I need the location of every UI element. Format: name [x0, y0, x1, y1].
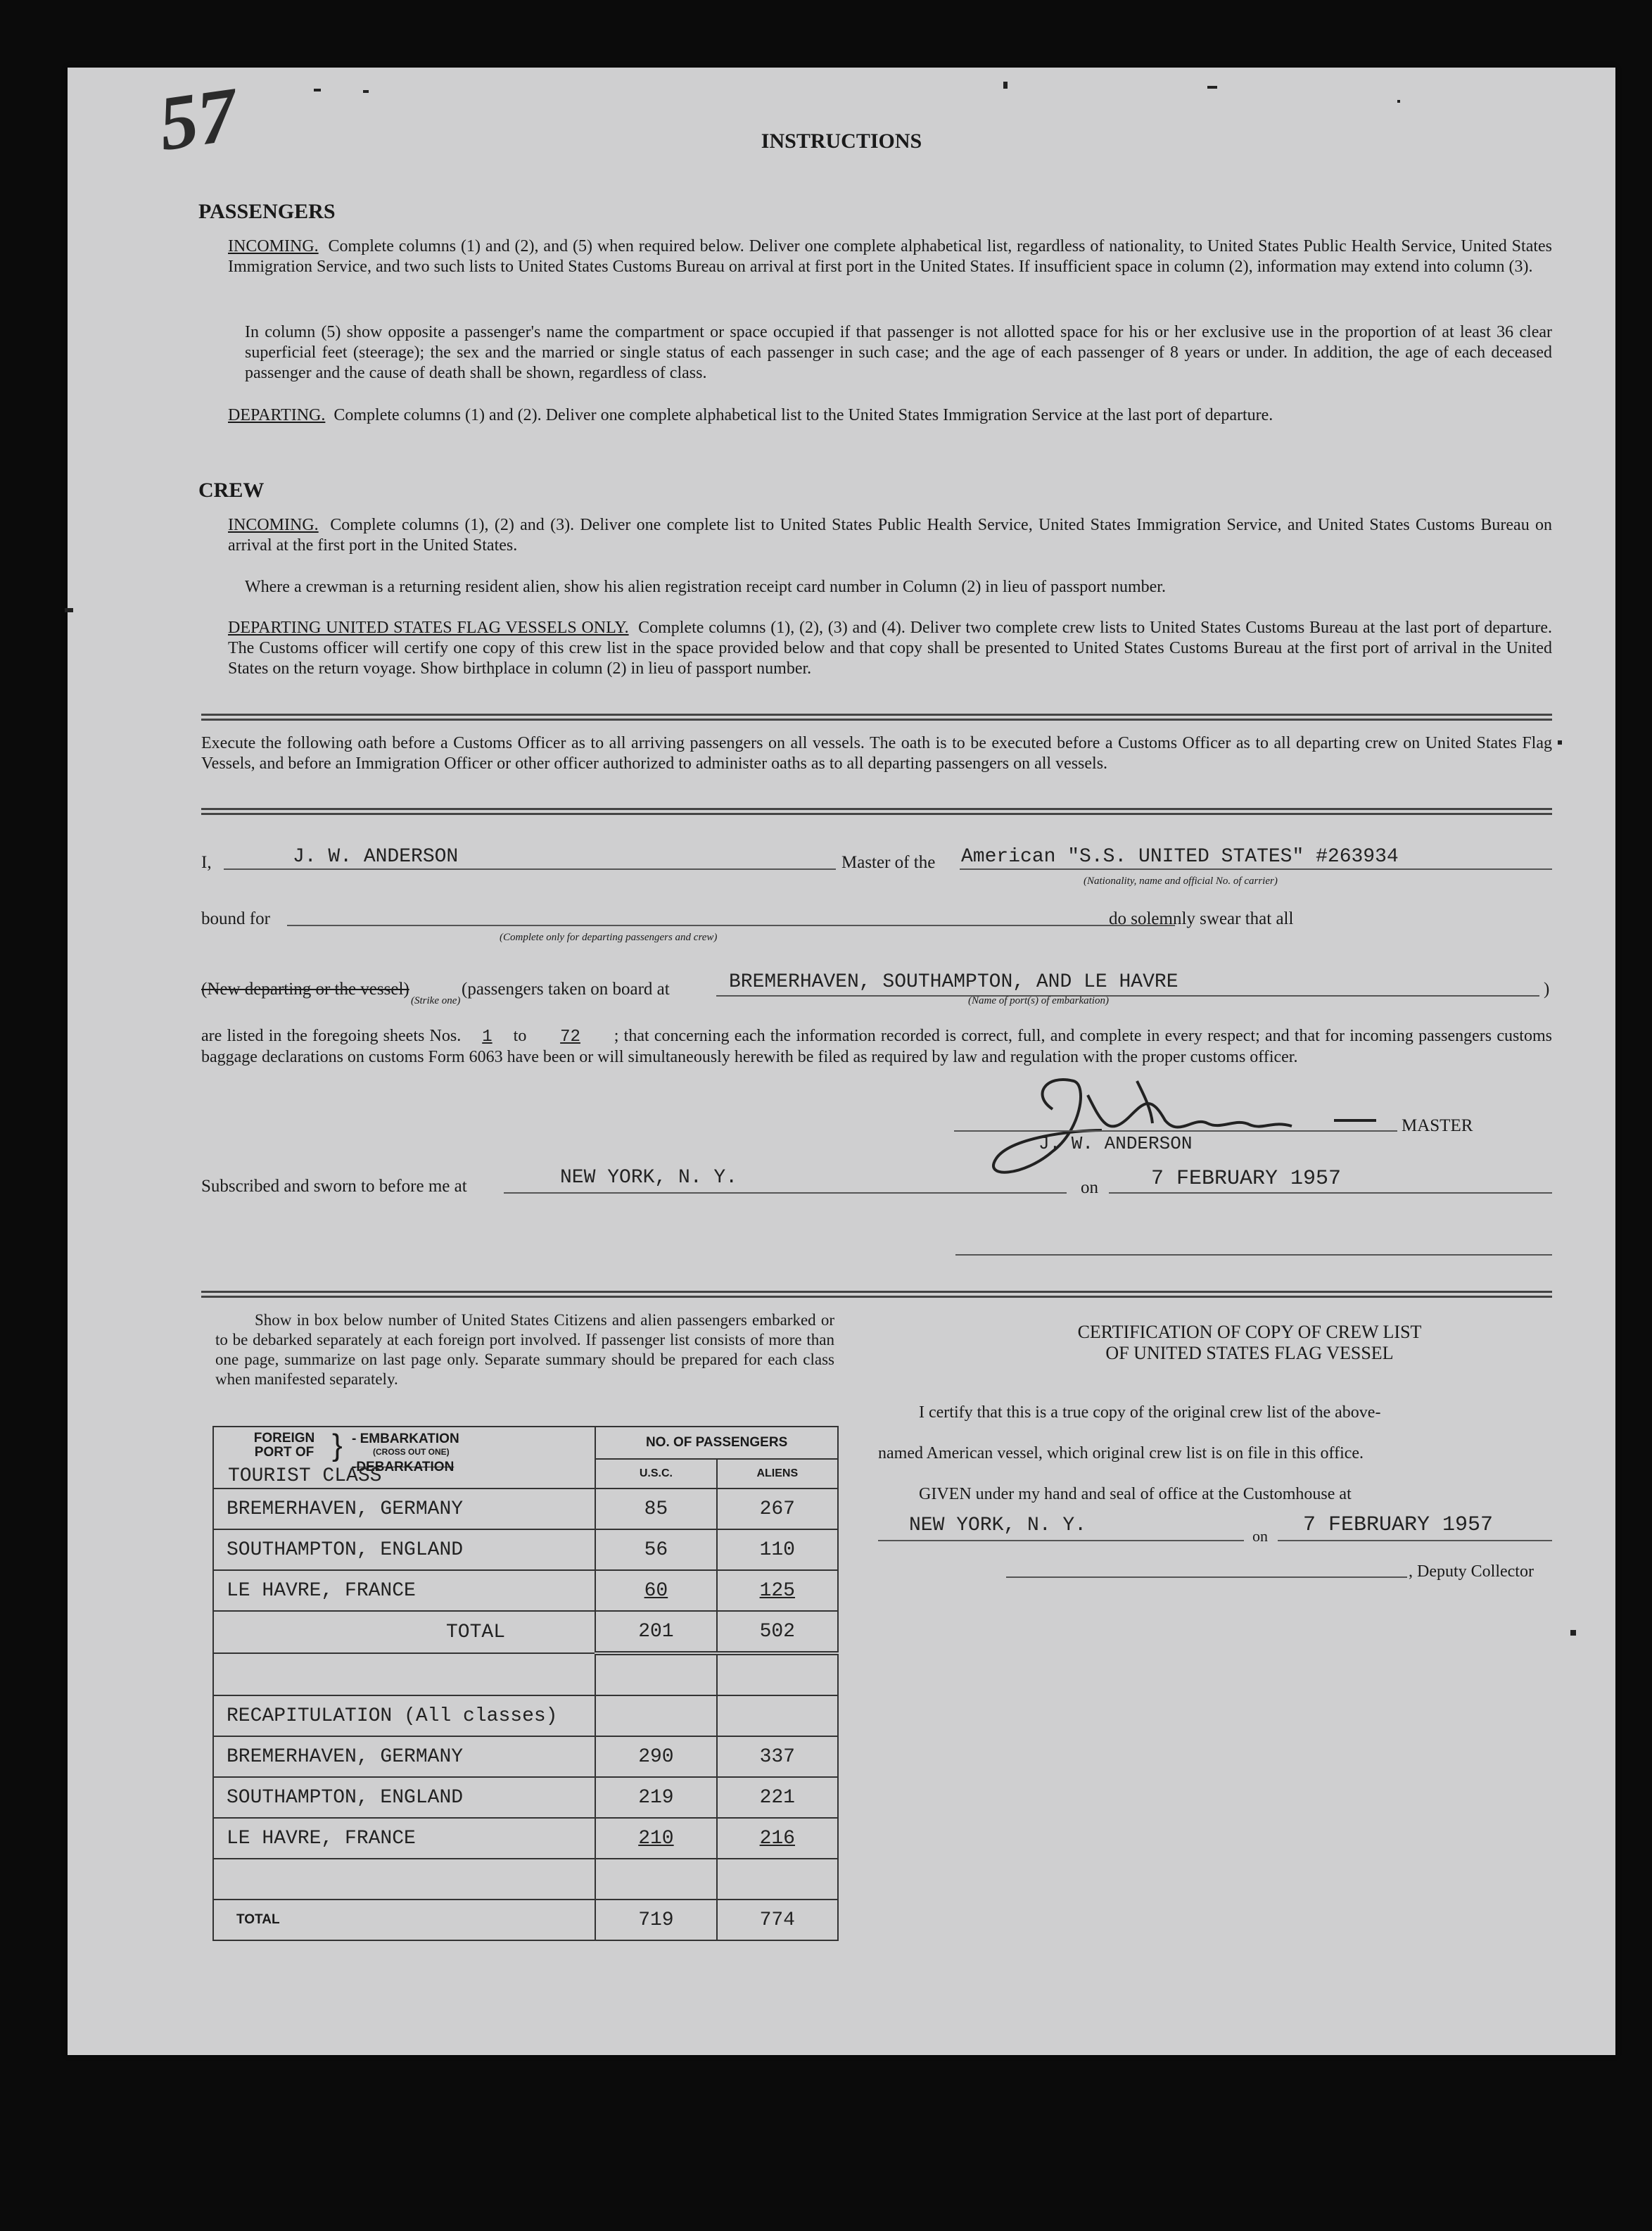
close-paren: ) — [1544, 980, 1550, 999]
divider-3 — [201, 1291, 1552, 1298]
passengers-departing-label: DEPARTING. — [228, 406, 326, 424]
cert-date-line — [1278, 1540, 1552, 1541]
subscribed-label: Subscribed and sworn to before me at — [201, 1177, 467, 1196]
vessel-caption: (Nationality, name and official No. of carrier) — [1084, 876, 1278, 887]
passengers-column5-text: In column (5) show opposite a passenger's name the compartment or space occupied if that passenger is not allotted space for his or her exclusive use in the proportion of at least 36 clear superficial feet (steerage); the sex and the married or single status of each passenger in such case; and the age of each passenger of 8 years or under. In addition, the age of each deceased passenger and the cause of death shall be shown, regardless of class. — [245, 323, 1552, 382]
form-sheet — [68, 68, 1615, 2055]
crew-departing — [228, 618, 1552, 679]
certify-line1: I certify that this is a true copy of the original crew list of the above- — [919, 1403, 1381, 1422]
table-row — [213, 1529, 838, 1570]
swear-text: do solemnly swear that all — [1109, 909, 1294, 928]
grand-total-label: TOTAL — [213, 1900, 595, 1940]
master-name: J. W. ANDERSON — [293, 846, 459, 868]
row-port: BREMERHAVEN, GERMANY — [213, 1736, 595, 1777]
row-port: BREMERHAVEN, GERMANY — [213, 1489, 595, 1529]
speck — [314, 89, 321, 91]
row-usc: 290 — [595, 1736, 716, 1777]
vessel-line — [960, 868, 1552, 870]
row-aliens: 110 — [717, 1529, 838, 1570]
tourist-total-row — [213, 1611, 838, 1653]
crew-resident — [245, 577, 1552, 598]
passengers-departing-text: Complete columns (1) and (2). Deliver one complete alphabetical list to the United States Immigration Service at the last port of departure. — [333, 406, 1273, 424]
header-cross: (CROSS OUT ONE) — [373, 1447, 450, 1457]
edge-mark — [65, 608, 73, 612]
given-text: GIVEN under my hand and seal of office at the Customhouse at — [919, 1485, 1352, 1503]
cert-place-line — [878, 1540, 1244, 1541]
sworn-date-line — [1109, 1192, 1552, 1194]
row-port: LE HAVRE, FRANCE — [213, 1570, 595, 1611]
passengers-heading: PASSENGERS — [198, 200, 336, 223]
deputy-line — [1006, 1576, 1407, 1578]
oath-i-label: I, — [201, 853, 212, 872]
oath-intro — [201, 733, 1552, 774]
row-usc: 219 — [595, 1777, 716, 1818]
header-usc: U.S.C. — [595, 1459, 716, 1489]
cert-place: NEW YORK, N. Y. — [909, 1515, 1087, 1536]
passengers-incoming-text: Complete columns (1) and (2), and (5) when required below. Deliver one complete alphabetical list, regardless of nationality, to United States Public Health Service, United States Immigration Service, and two such lists to United States Customs Bureau on arrival at first port in the United States. If insufficient space in column (2), information may extend into column (3). — [228, 237, 1553, 276]
divider-1 — [201, 714, 1552, 721]
blank-row — [213, 1653, 838, 1695]
deputy-label: , Deputy Collector — [1409, 1562, 1534, 1581]
cert-on-label: on — [1252, 1527, 1268, 1545]
passengers-taken-label: (passengers taken on board at — [462, 980, 670, 999]
edge-mark — [1570, 1630, 1576, 1636]
row-usc: 85 — [595, 1489, 716, 1529]
passengers-incoming-label: INCOMING. — [228, 237, 319, 255]
to-label: to — [513, 1027, 527, 1045]
row-aliens: 267 — [717, 1489, 838, 1529]
certify-line2: named American vessel, which original crew list is on file in this office. — [878, 1444, 1364, 1462]
signature-name: J. W. ANDERSON — [1038, 1133, 1193, 1154]
ports-line — [716, 995, 1539, 997]
crew-heading: CREW — [198, 479, 265, 502]
officer-signature-line — [955, 1254, 1552, 1256]
master-name-line — [224, 868, 836, 870]
header-debark: -DEBARKATION — [352, 1460, 455, 1474]
table-row — [213, 1570, 838, 1611]
passenger-summary-table — [212, 1426, 839, 1941]
row-usc: 60 — [595, 1570, 716, 1611]
row-port: LE HAVRE, FRANCE — [213, 1818, 595, 1859]
embarkation-ports: BREMERHAVEN, SOUTHAMPTON, AND LE HAVRE — [729, 971, 1178, 993]
master-label: MASTER — [1402, 1116, 1473, 1135]
row-aliens: 216 — [717, 1818, 838, 1859]
master-signature-line — [954, 1130, 1397, 1132]
row-usc: 210 — [595, 1818, 716, 1859]
table-row — [213, 1736, 838, 1777]
row-port: SOUTHAMPTON, ENGLAND — [213, 1529, 595, 1570]
crew-resident-text: Where a crewman is a returning resident alien, show his alien registration receipt card number in Column (2) in lieu of passport number. — [245, 578, 1166, 596]
tourist-total-usc: 201 — [595, 1611, 716, 1653]
passengers-departing — [228, 405, 1552, 426]
speck — [1003, 82, 1008, 89]
strike-text: (New departing or the vessel) — [201, 980, 409, 999]
bound-for-line — [287, 925, 1175, 926]
header-port-cell — [213, 1427, 595, 1489]
page-number: 57 — [153, 70, 242, 168]
header-embark: - EMBARKATION — [352, 1431, 459, 1446]
grand-total-usc: 719 — [595, 1900, 716, 1940]
strike-caption: (Strike one) — [411, 995, 461, 1006]
divider-2 — [201, 808, 1552, 815]
tourist-total-aliens: 502 — [717, 1611, 838, 1653]
sworn-date: 7 FEBRUARY 1957 — [1151, 1167, 1342, 1191]
passengers-column5 — [245, 322, 1552, 384]
blank-row — [213, 1859, 838, 1900]
row-aliens: 337 — [717, 1736, 838, 1777]
crew-incoming-text: Complete columns (1), (2) and (3). Deliver one complete list to United States Public Health Service, United States Immigration Service, and United States Customs Bureau on arrival at the first port in the United States. — [228, 516, 1553, 555]
cert-date: 7 FEBRUARY 1957 — [1303, 1513, 1494, 1537]
ports-caption: (Name of port(s) of embarkation) — [968, 995, 1109, 1006]
speck — [1397, 100, 1400, 103]
summary-instructions-text: Show in box below number of United States Citizens and alien passengers embarked or to be debarked separately at each foreign port involved. If passenger list consists of more than one page, summarize on last page only. Separate summary should be prepared for each class when manifested separately. — [215, 1311, 834, 1388]
sheet-from: 1 — [482, 1028, 493, 1047]
oath-intro-text: Execute the following oath before a Customs Officer as to all arriving passengers on all vessels. The oath is to be executed before a Customs Officer as to all departing crew on United States Flag Vessels, and before an Immigration Officer or other officer authorized to administer oaths as to all departing passengers on all vessels. — [201, 734, 1552, 773]
recap-label: RECAPITULATION (All classes) — [213, 1695, 595, 1736]
listed-text: ; that concerning each the information recorded is correct, full, and complete in every respect; and that for incoming passengers customs baggage declarations on customs Form 6063 have been or will simultaneously herewith be filed as required by law and regulation with the proper customs officer. — [201, 1027, 1552, 1066]
certification-heading-line1: CERTIFICATION OF COPY OF CREW LIST — [1077, 1322, 1422, 1342]
grand-total-row — [213, 1900, 838, 1940]
sworn-place-line — [504, 1192, 1067, 1194]
row-aliens: 221 — [717, 1777, 838, 1818]
table-row — [213, 1818, 838, 1859]
header-brace: } — [332, 1428, 343, 1462]
summary-instructions — [215, 1310, 834, 1389]
table-row — [213, 1489, 838, 1529]
sworn-place: NEW YORK, N. Y. — [560, 1167, 738, 1189]
certification-heading — [870, 1322, 1629, 1364]
edge-mark — [1558, 740, 1562, 745]
crew-incoming — [228, 515, 1552, 556]
row-usc: 56 — [595, 1529, 716, 1570]
header-aliens: ALIENS — [717, 1459, 838, 1489]
page-title: INSTRUCTIONS — [761, 129, 922, 153]
bound-for-caption: (Complete only for departing passengers and crew) — [500, 932, 718, 943]
sworn-on-label: on — [1081, 1178, 1098, 1197]
certification-heading-line2: OF UNITED STATES FLAG VESSEL — [1105, 1343, 1394, 1363]
tourist-total-label: TOTAL — [213, 1611, 595, 1653]
listed-label: are listed in the foregoing sheets Nos. — [201, 1027, 462, 1045]
table-header-row — [213, 1427, 838, 1459]
grand-total-aliens: 774 — [717, 1900, 838, 1940]
recap-row — [213, 1695, 838, 1736]
speck — [1207, 86, 1217, 89]
header-port: FOREIGN PORT OF — [253, 1431, 315, 1460]
class-label: TOURIST CLASS — [228, 1465, 382, 1487]
row-aliens: 125 — [717, 1570, 838, 1611]
speck — [363, 90, 369, 93]
passengers-incoming — [228, 236, 1552, 277]
bound-for-label: bound for — [201, 909, 270, 928]
row-port: SOUTHAMPTON, ENGLAND — [213, 1777, 595, 1818]
header-passengers: NO. OF PASSENGERS — [595, 1427, 838, 1459]
vessel: American "S.S. UNITED STATES" #263934 — [961, 846, 1399, 868]
crew-incoming-label: INCOMING. — [228, 516, 319, 534]
crew-departing-text: Complete columns (1), (2), (3) and (4). Deliver two complete crew lists to United States Customs Bureau at the last port of departure. The Customs officer will certify one copy of this crew list in the space provided below and that copy shall be presented to United States Customs Bureau at the first port of arrival in the United States on the return voyage. Show birthplace in column (2) in lieu of passport number. — [228, 619, 1553, 678]
table-row — [213, 1777, 838, 1818]
master-of-label: Master of the — [841, 853, 936, 872]
crew-departing-label: DEPARTING UNITED STATES FLAG VESSELS ONLY. — [228, 619, 629, 637]
sheet-to: 72 — [560, 1028, 580, 1047]
